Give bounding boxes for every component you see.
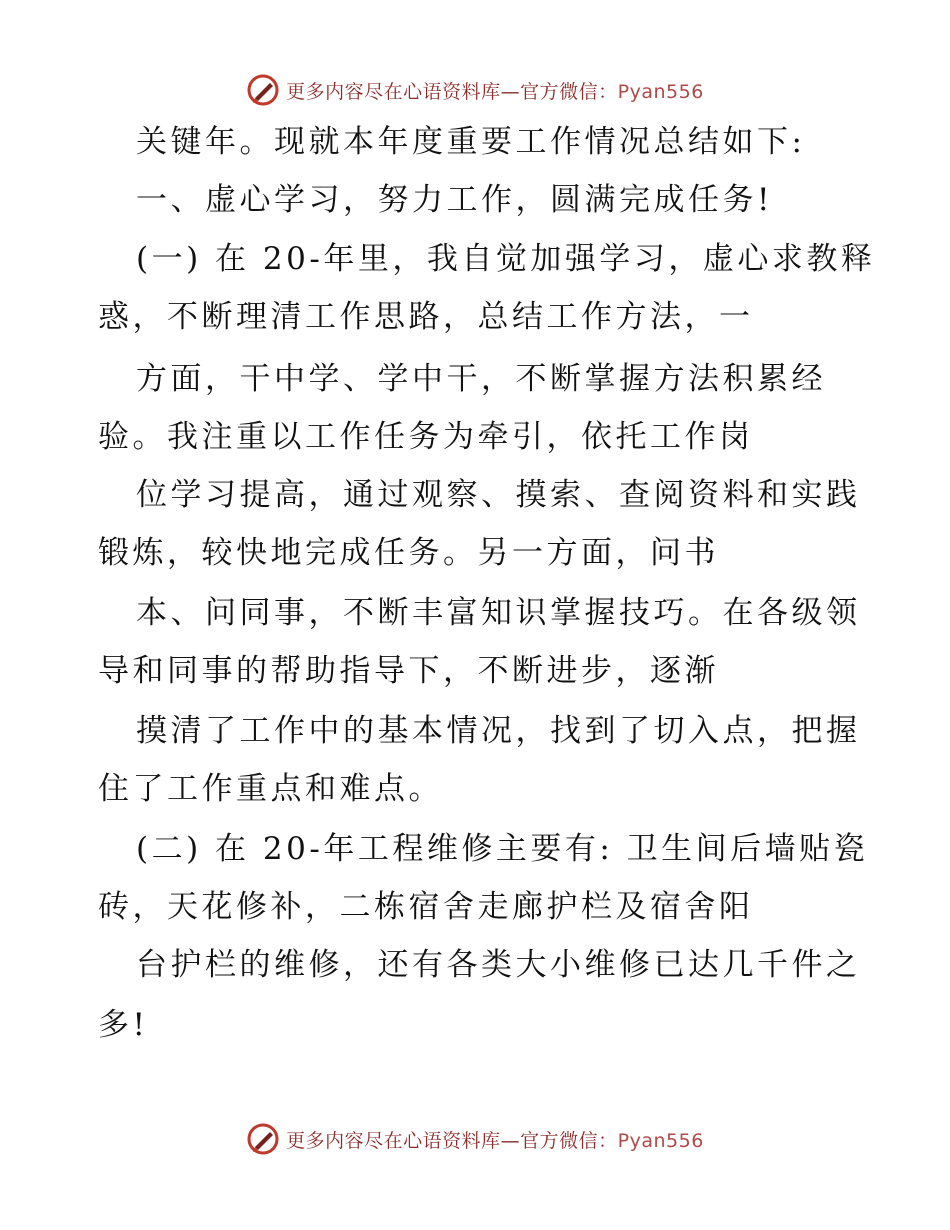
- watermark-text: 更多内容尽在心语资料库—官方微信：Pyan556: [286, 80, 704, 103]
- paragraph-line: 本、问同事，不断丰富知识掌握技巧。在各级领: [136, 595, 861, 631]
- paragraph-line: 方面，干中学、学中干，不断掌握方法积累经: [136, 361, 826, 397]
- footer-watermark-banner: [0, 1119, 950, 1159]
- paragraph-line: (二) 在 20-年工程维修主要有: 卫生间后墙贴瓷: [136, 831, 869, 867]
- paragraph-line: 一、虚心学习，努力工作，圆满完成任务!: [136, 182, 773, 218]
- paragraph-line: 验。我注重以工作任务为牵引，依托工作岗: [98, 419, 754, 455]
- header-watermark-banner: [0, 70, 950, 110]
- paragraph-line: 台护栏的维修，还有各类大小维修已达几千件之: [136, 947, 861, 983]
- paragraph-line: 关键年。现就本年度重要工作情况总结如下:: [136, 124, 806, 160]
- paragraph-line: 多!: [98, 1007, 149, 1043]
- watermark-text: 更多内容尽在心语资料库—官方微信：Pyan556: [286, 1129, 704, 1152]
- paragraph-line: 惑，不断理清工作思路，总结工作方法，一: [98, 299, 754, 335]
- paragraph-line: 砖，天花修补，二栋宿舍走廊护栏及宿舍阳: [98, 889, 754, 925]
- pen-logo-icon: [246, 1122, 280, 1156]
- pen-logo-icon: [246, 73, 280, 107]
- paragraph-line: 导和同事的帮助指导下，不断进步，逐渐: [98, 653, 719, 689]
- paragraph-line: (一) 在 20-年里，我自觉加强学习，虚心求教释: [136, 241, 876, 277]
- paragraph-line: 锻炼，较快地完成任务。另一方面，问书: [98, 535, 719, 571]
- paragraph-line: 位学习提高，通过观察、摸索、查阅资料和实践: [136, 477, 861, 513]
- paragraph-line: 住了工作重点和难点。: [98, 771, 443, 807]
- paragraph-line: 摸清了工作中的基本情况，找到了切入点，把握: [136, 713, 861, 749]
